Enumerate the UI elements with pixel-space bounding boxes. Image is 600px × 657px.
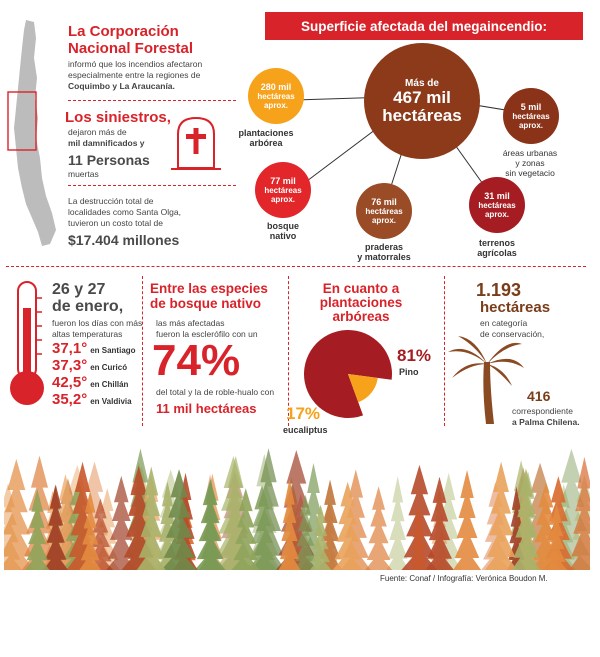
forest-illustration <box>4 426 590 570</box>
plantaciones-title: En cuanto a plantaciones arbóreas <box>319 281 403 324</box>
especies-text2: del total y la de roble-hualo con <box>156 387 275 397</box>
divider <box>68 100 236 101</box>
temp-row: 35,2° en Valdivia <box>52 391 132 408</box>
conservacion-value: 1.193 <box>476 280 522 300</box>
especies-hectares: 11 mil hectáreas <box>156 401 257 416</box>
deaths-count: 11 Personas <box>68 152 150 168</box>
palma-value: 416 <box>527 388 551 404</box>
bosque-nativo-circle: 77 mil hectáreas aprox. <box>255 162 311 218</box>
pie-label-pino: Pino <box>399 367 419 377</box>
superficie-header: Superficie afectada del megaincendio: <box>265 12 583 40</box>
conservacion-unit: hectáreas <box>480 299 551 316</box>
tree-shape <box>409 507 428 570</box>
destruccion-text: La destrucción total de localidades como Santa Olga, tuvieron un costo total de <box>68 196 181 228</box>
temp-row: 37,3° en Curicó <box>52 357 128 374</box>
areas-urbanas-circle: 5 mil hectáreas aprox. <box>503 88 559 144</box>
plantaciones-label: plantaciones arbórea <box>238 128 294 148</box>
temp-row: 37,1° en Santiago <box>52 340 136 357</box>
areas-urbanas-label: áreas urbanas y zonas sin vegetacio <box>502 148 558 178</box>
praderas-label: praderas y matorrales <box>357 242 411 262</box>
siniestros-title: Los siniestros, <box>65 109 171 126</box>
enero-text: fueron los días con más altas temperaturas <box>52 318 143 339</box>
enero-title: 26 y 27 de enero, <box>52 281 124 315</box>
conservacion-text: en categoría de conservación, <box>480 318 545 339</box>
tree-shape <box>365 486 392 570</box>
tombstone-icon <box>168 112 224 174</box>
tree-shape <box>195 480 226 570</box>
pie-label-eucaliptus: eucaliptus <box>283 425 328 435</box>
thermometer-icon <box>6 278 50 410</box>
bosque-nativo-label: bosque nativo <box>266 221 299 241</box>
divider <box>68 185 236 186</box>
temp-row: 42,5° en Chillán <box>52 374 129 391</box>
siniestros-text: dejaron más de mil damnificados y <box>68 127 145 148</box>
total-area-circle: Más de 467 mil hectáreas <box>364 43 480 159</box>
vertical-divider <box>142 276 143 426</box>
plantaciones-circle: 280 mil hectáreas aprox. <box>248 68 304 124</box>
pie-label-eucaliptus-value: 17% <box>286 404 321 423</box>
deaths-label: muertas <box>68 169 99 179</box>
especies-text: las más afectadas fueron la esclerófilo con un <box>156 318 258 339</box>
terrenos-agricolas-label: terrenos agrícolas <box>477 238 517 258</box>
tree-shape <box>453 470 481 570</box>
conaf-title: La Corporación Nacional Forestal <box>68 23 194 57</box>
destruccion-cost: $17.404 millones <box>68 232 180 248</box>
praderas-circle: 76 mil hectáreas aprox. <box>356 183 412 239</box>
chile-map <box>4 18 60 250</box>
especies-title: Entre las especies de bosque nativo <box>150 281 268 311</box>
source-credit: Fuente: Conaf / Infografía: Verónica Boudon M. <box>380 574 548 583</box>
vertical-divider <box>444 276 445 426</box>
palma-text: correspondiente a Palma Chilena. <box>512 406 580 427</box>
pie-label-pino-value: 81% <box>397 346 432 365</box>
conaf-text: informó que los incendios afectaron especialmente entre la regiones de Coquimbo y La Araucanía. <box>68 59 203 91</box>
especies-percent: 74% <box>152 336 241 385</box>
temperature-list <box>52 341 136 409</box>
section-divider <box>6 266 586 267</box>
terrenos-agricolas-circle: 31 mil hectáreas aprox. <box>469 177 525 233</box>
